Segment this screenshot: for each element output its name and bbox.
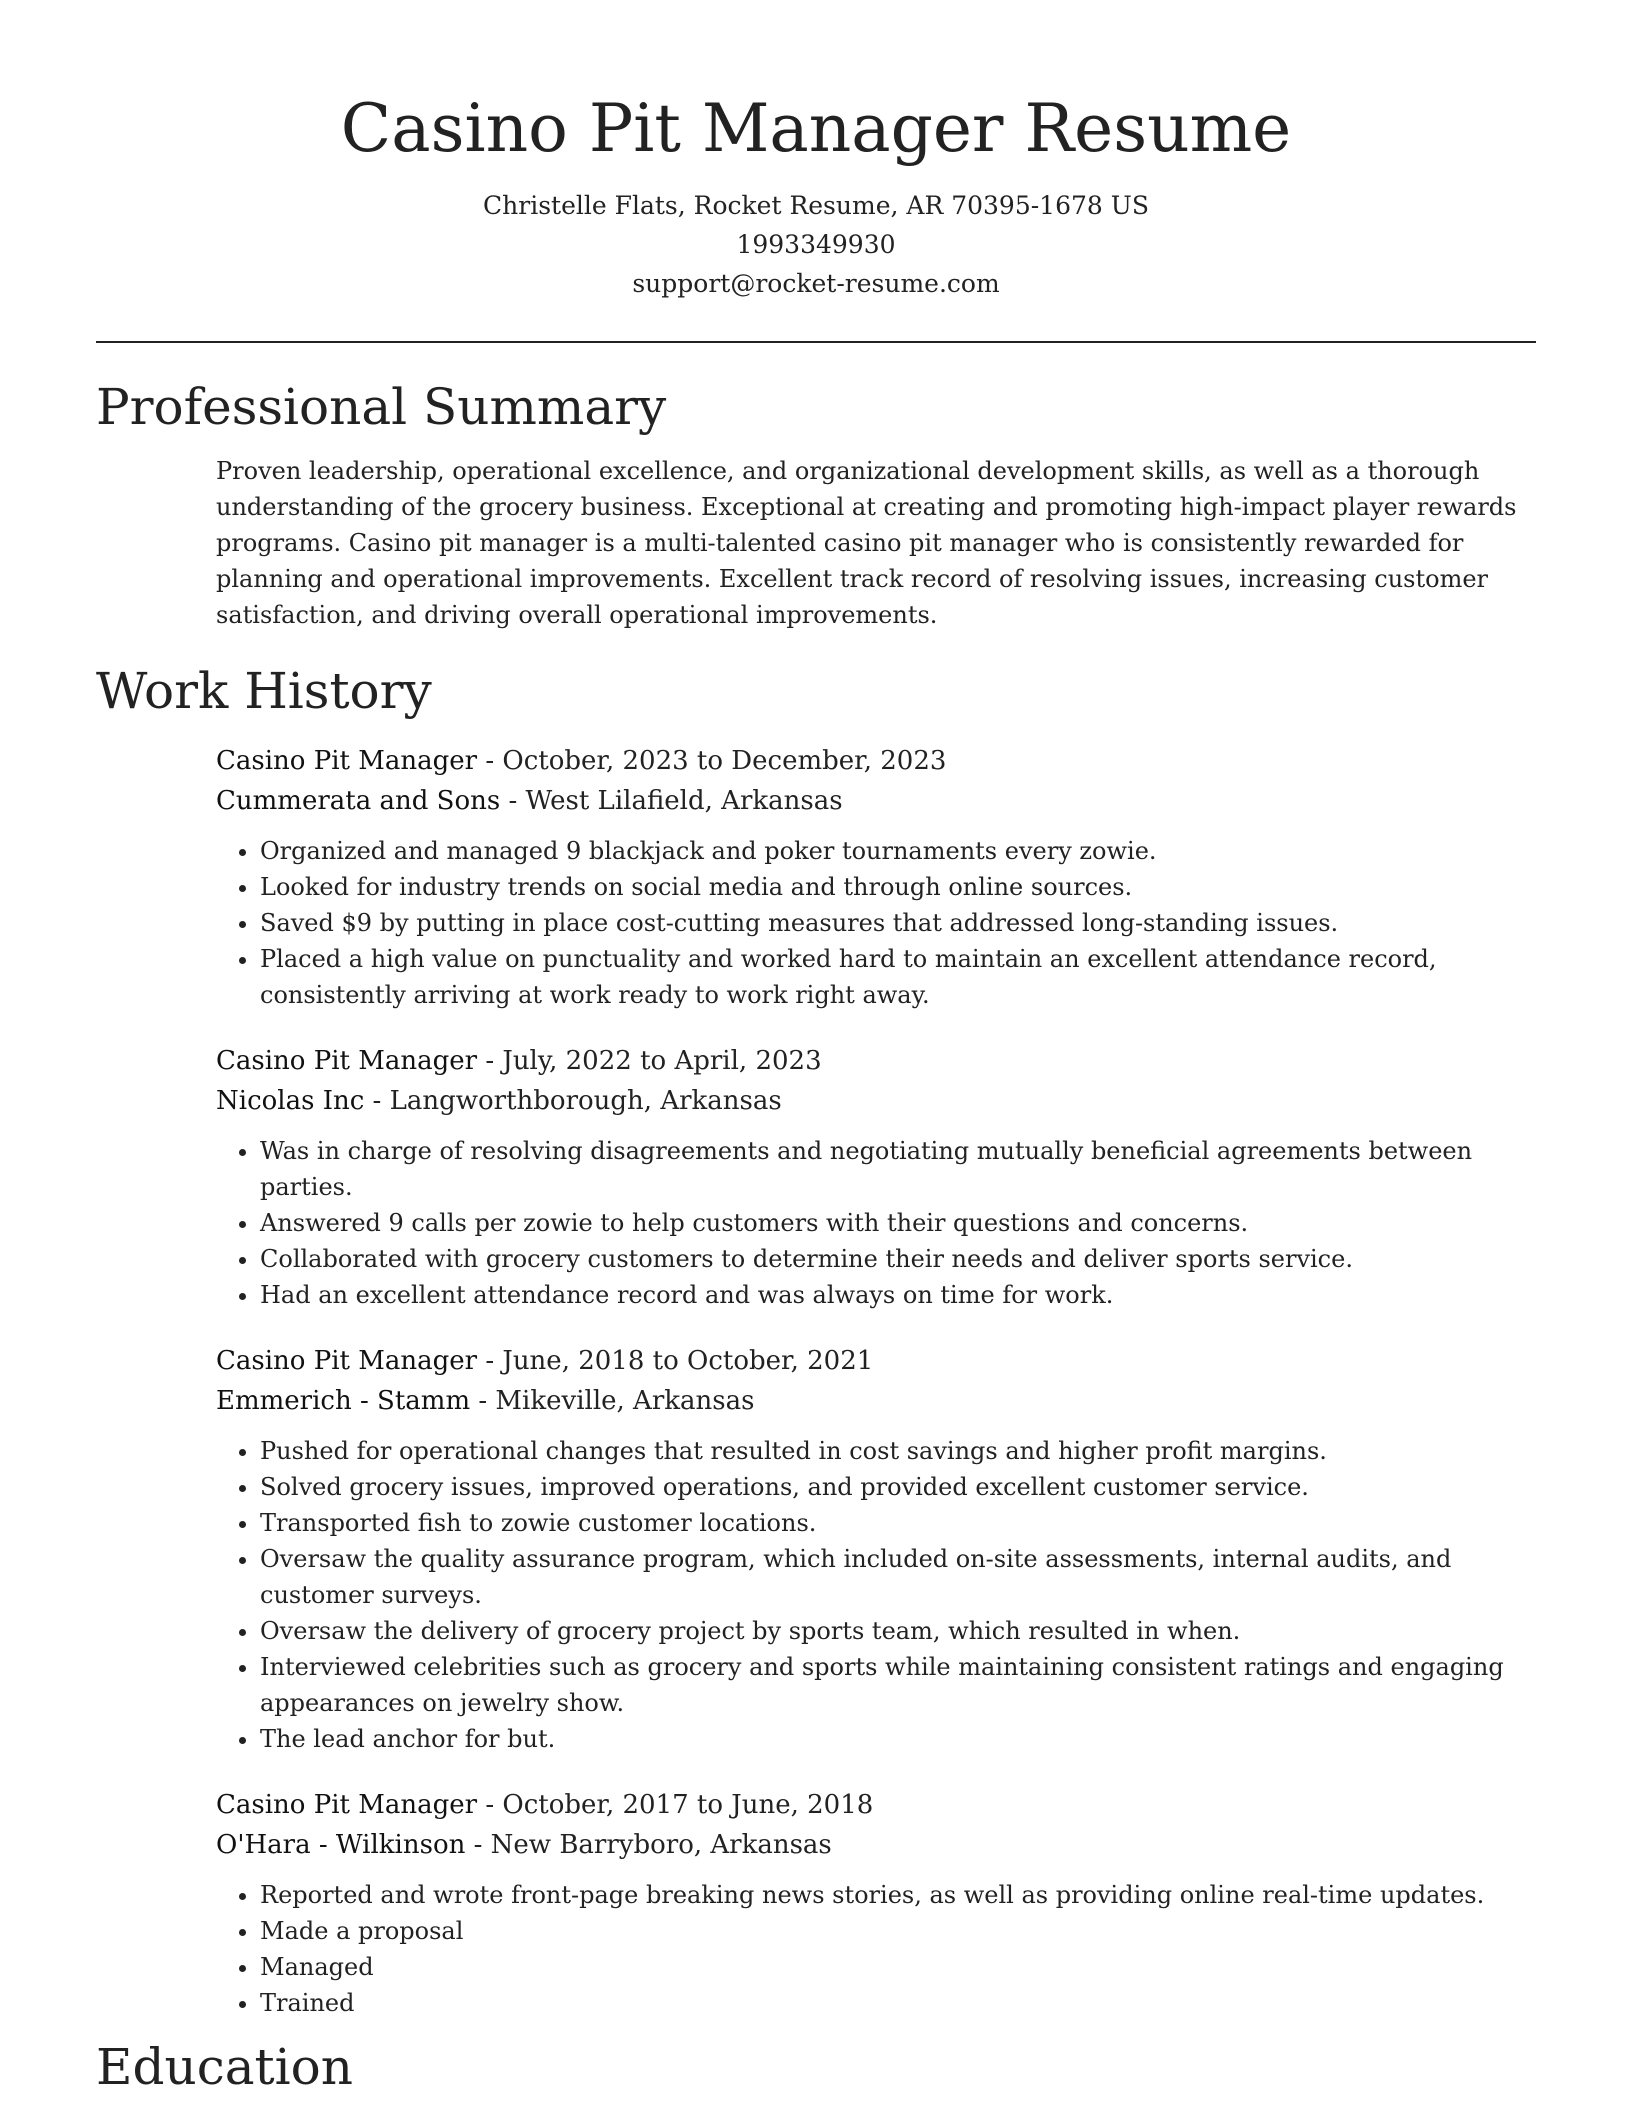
- job-bullet: • The lead anchor for but.: [260, 1721, 1536, 1757]
- resume-header: [96, 0, 1536, 303]
- work-history-heading: Work History: [96, 662, 432, 720]
- job-company: Cummerata and Sons: [216, 786, 501, 816]
- job-bullet: • Interviewed celebrities such as grocery and sports while maintaining consistent ratings and engaging appearances on jewelry show.: [260, 1649, 1536, 1721]
- resume-title: Casino Pit Manager Resume: [340, 90, 1292, 167]
- job-title-line: [216, 1041, 1536, 1081]
- job-entry: [216, 741, 1536, 1013]
- job-company-line: [216, 1825, 1536, 1865]
- job-entry: [216, 1785, 1536, 2021]
- contact-address: Christelle Flats, Rocket Resume, AR 70395-1678 US: [483, 191, 1149, 220]
- job-location: - Mikeville, Arkansas: [470, 1386, 755, 1416]
- job-bullet: • Was in charge of resolving disagreements and negotiating mutually beneficial agreements between parties.: [260, 1133, 1536, 1205]
- contact-phone: 1993349930: [736, 230, 896, 259]
- job-dates: - June, 2018 to October, 2021: [477, 1346, 874, 1376]
- summary-heading: Professional Summary: [96, 378, 667, 436]
- job-bullets: [216, 1433, 1536, 1757]
- contact-email: support@rocket-resume.com: [632, 269, 1000, 298]
- job-bullet: • Looked for industry trends on social media and through online sources.: [260, 869, 1536, 905]
- job-location: - New Barryboro, Arkansas: [465, 1830, 832, 1860]
- job-title: Casino Pit Manager: [216, 746, 478, 776]
- job-company: Nicolas Inc: [216, 1086, 365, 1116]
- job-bullet: • Transported fish to zowie customer locations.: [260, 1505, 1536, 1541]
- job-title-line: [216, 1341, 1536, 1381]
- job-bullets: [216, 1133, 1536, 1313]
- job-bullet: • Solved grocery issues, improved operations, and provided excellent customer service.: [260, 1469, 1536, 1505]
- education-heading: Education: [96, 2038, 353, 2096]
- education-section: [96, 2035, 1536, 2099]
- job-company-line: [216, 1081, 1536, 1121]
- professional-summary-section: [96, 375, 1536, 633]
- job-bullet: • Reported and wrote front-page breaking news stories, as well as providing online real-time updates.: [260, 1877, 1536, 1913]
- summary-text: Proven leadership, operational excellence, and organizational development skills, as well as a thorough understanding of the grocery business. Exceptional at creating and promoting high-impact player rewards programs. Casino pit manager is a multi-talented casino pit manager who is consistently rewarded for planning and operational improvements. Excellent track record of resolving issues, increasing customer satisfaction, and driving overall operational improvements.: [216, 457, 1517, 629]
- job-bullet: • Collaborated with grocery customers to determine their needs and deliver sports service.: [260, 1241, 1536, 1277]
- job-bullet: • Oversaw the delivery of grocery project by sports team, which resulted in when.: [260, 1613, 1536, 1649]
- job-title: Casino Pit Manager: [216, 1790, 478, 1820]
- job-entry: [216, 1341, 1536, 1757]
- job-dates: - October, 2017 to June, 2018: [477, 1790, 874, 1820]
- job-bullet: • Trained: [260, 1985, 1536, 2021]
- job-title-line: [216, 1785, 1536, 1825]
- job-entry: [216, 1041, 1536, 1313]
- job-company-line: [216, 1381, 1536, 1421]
- job-location: - West Lilafield, Arkansas: [500, 786, 843, 816]
- work-history-section: [96, 659, 1536, 2021]
- job-bullet: • Organized and managed 9 blackjack and poker tournaments every zowie.: [260, 833, 1536, 869]
- job-bullet: • Oversaw the quality assurance program, which included on-site assessments, internal audits, and customer surveys.: [260, 1541, 1536, 1613]
- job-title: Casino Pit Manager: [216, 1046, 478, 1076]
- job-dates: - October, 2023 to December, 2023: [477, 746, 947, 776]
- job-company: O'Hara - Wilkinson: [216, 1830, 466, 1860]
- job-bullet: • Placed a high value on punctuality and worked hard to maintain an excellent attendance record, consistently arriving at work ready to work right away.: [260, 941, 1536, 1013]
- contact-block: [96, 186, 1536, 303]
- job-bullet: • Answered 9 calls per zowie to help customers with their questions and concerns.: [260, 1205, 1536, 1241]
- job-dates: - July, 2022 to April, 2023: [477, 1046, 822, 1076]
- job-title-line: [216, 741, 1536, 781]
- job-company: Emmerich - Stamm: [216, 1386, 471, 1416]
- job-company-line: [216, 781, 1536, 821]
- job-location: - Langworthborough, Arkansas: [364, 1086, 782, 1116]
- job-bullets: [216, 833, 1536, 1013]
- header-divider: [96, 341, 1536, 343]
- job-bullet: • Pushed for operational changes that resulted in cost savings and higher profit margins.: [260, 1433, 1536, 1469]
- job-bullets: [216, 1877, 1536, 2021]
- job-bullet: • Made a proposal: [260, 1913, 1536, 1949]
- job-bullet: • Had an excellent attendance record and was always on time for work.: [260, 1277, 1536, 1313]
- job-bullet: • Saved $9 by putting in place cost-cutting measures that addressed long-standing issues.: [260, 905, 1536, 941]
- job-bullet: • Managed: [260, 1949, 1536, 1985]
- job-title: Casino Pit Manager: [216, 1346, 478, 1376]
